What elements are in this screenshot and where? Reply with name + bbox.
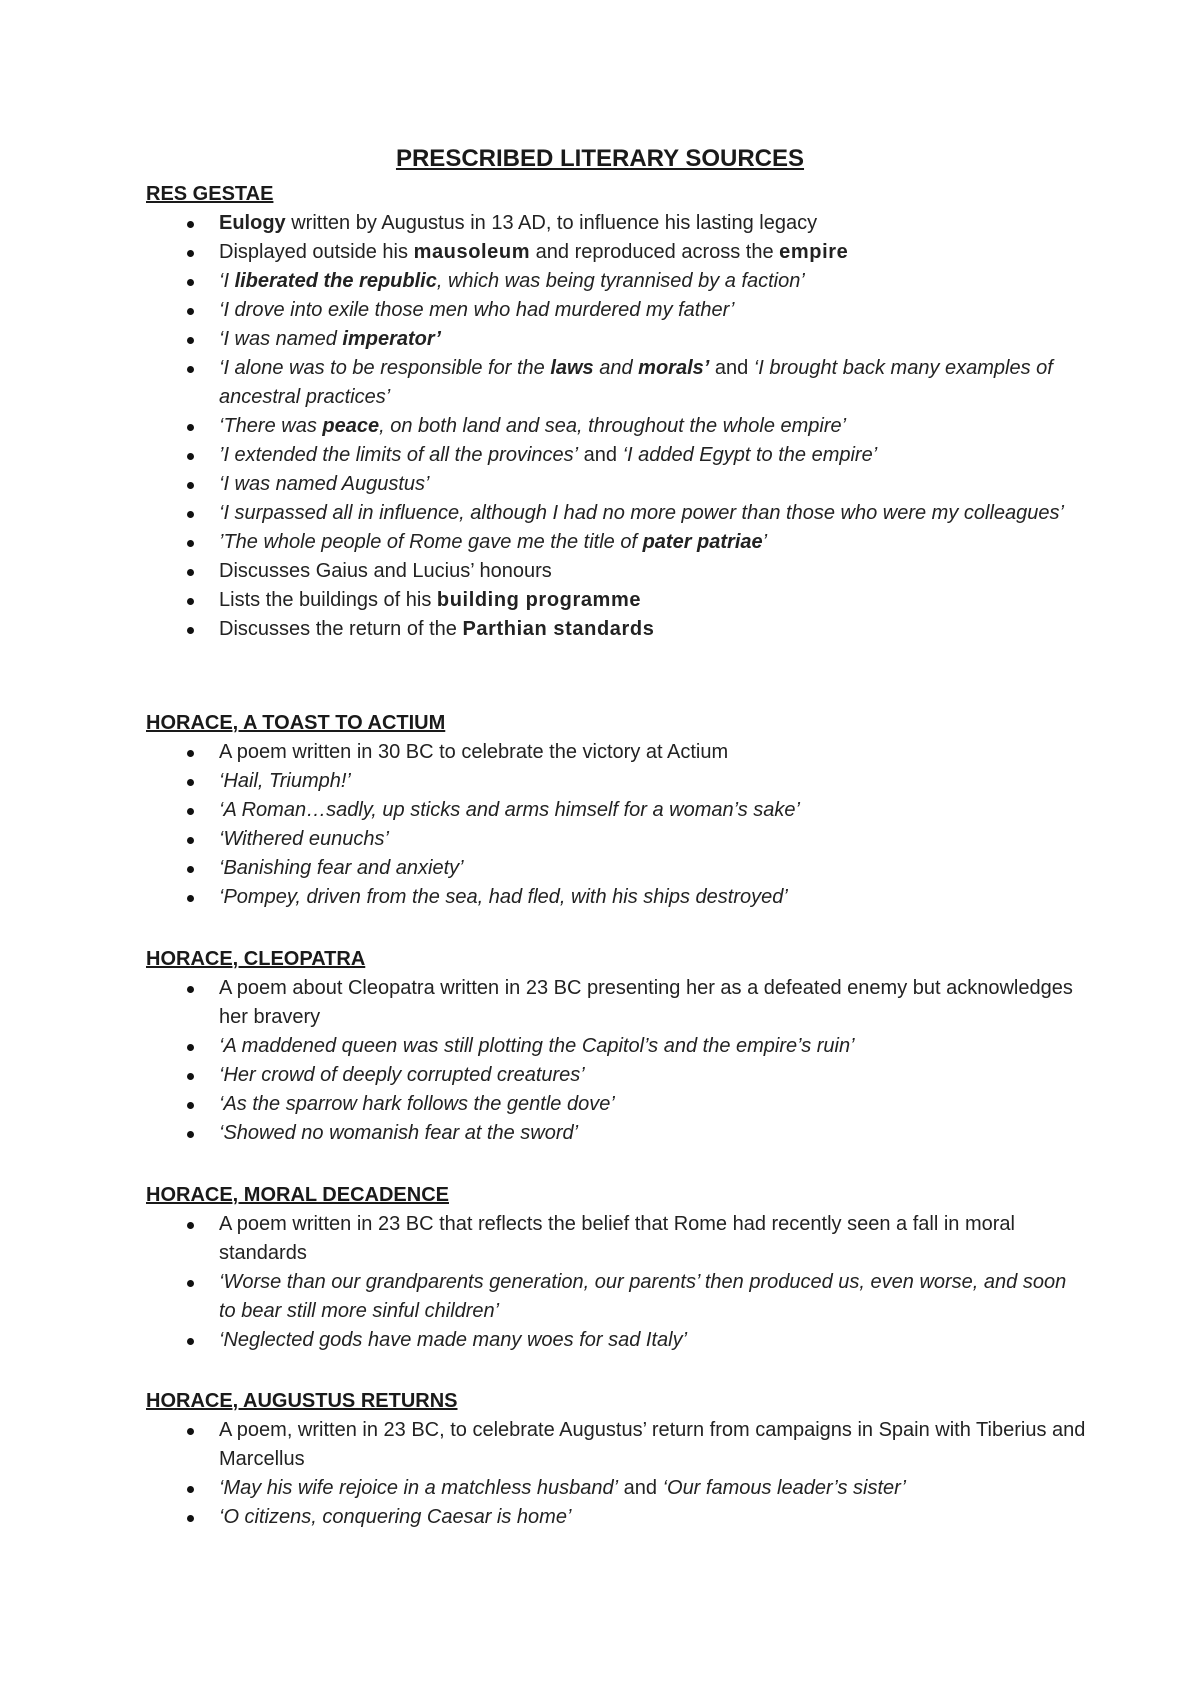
bullet-icon: [187, 779, 194, 786]
bullet-icon: [187, 627, 194, 634]
section-heading: HORACE, AUGUSTUS RETURNS: [146, 1390, 458, 1412]
text-run: liberated the republic: [234, 270, 437, 292]
text-run: and: [593, 357, 639, 379]
bullet-list: [146, 209, 1086, 644]
text-run: ‘I drove into exile those men who had murdered my father’: [219, 299, 735, 321]
bullet-icon: [187, 511, 194, 518]
text-run: ‘I: [219, 270, 235, 292]
text-run: written by Augustus in 13 AD, to influence his lasting legacy: [285, 212, 818, 234]
text-run: ‘A maddened queen was still plotting the Capitol’s and the empire’s ruin’: [219, 1035, 855, 1057]
bullet-list: [146, 738, 1086, 912]
bullet-icon: [187, 279, 194, 286]
bullet-icon: [187, 540, 194, 547]
bullet-icon: [187, 453, 194, 460]
list-item: [146, 1061, 1086, 1090]
section-toast-to-actium: [146, 709, 1086, 912]
bullet-list: [146, 1210, 1086, 1355]
text-run: ‘O citizens, conquering Caesar is home’: [219, 1506, 572, 1528]
text-run: Lists the buildings of his: [219, 589, 437, 611]
list-item: [146, 528, 1086, 557]
bullet-icon: [187, 250, 194, 257]
bullet-icon: [187, 424, 194, 431]
text-run: ‘I added Egypt to the empire’: [622, 444, 878, 466]
text-run: ‘May his wife rejoice in a matchless husband’: [219, 1477, 619, 1499]
text-run: ‘Banishing fear and anxiety’: [219, 857, 464, 879]
text-run: mausoleum: [413, 241, 531, 263]
text-run: building programme: [436, 589, 642, 611]
text-run: ‘I surpassed all in influence, although I had no more power than those who were my colleagues’: [219, 502, 1064, 524]
bullet-icon: [187, 366, 194, 373]
bullet-icon: [187, 482, 194, 489]
text-run: ‘Showed no womanish fear at the sword’: [219, 1122, 579, 1144]
text-run: ‘Neglected gods have made many woes for sad Italy’: [219, 1329, 688, 1351]
list-item: [146, 738, 1086, 767]
bullet-icon: [187, 308, 194, 315]
text-run: Discusses the return of the: [219, 618, 463, 640]
text-run: ‘I was named: [219, 328, 343, 350]
bullet-icon: [187, 895, 194, 902]
bullet-icon: [187, 337, 194, 344]
list-item: [146, 1268, 1086, 1326]
text-run: ‘I alone was to be responsible for the: [219, 357, 551, 379]
text-run: empire: [779, 241, 849, 263]
list-item: [146, 1210, 1086, 1268]
text-run: , which was being tyrannised by a faction’: [436, 270, 805, 292]
text-run: ‘Withered eunuchs’: [219, 828, 389, 850]
list-item: [146, 441, 1086, 470]
list-item: [146, 267, 1086, 296]
list-item: [146, 1032, 1086, 1061]
bullet-icon: [187, 1044, 194, 1051]
bullet-icon: [187, 1280, 194, 1287]
text-run: Eulogy: [219, 212, 286, 234]
list-item: [146, 1503, 1086, 1532]
page-title: PRESCRIBED LITERARY SOURCES: [395, 145, 805, 172]
bullet-icon: [187, 1338, 194, 1345]
list-item: [146, 209, 1086, 238]
bullet-icon: [187, 598, 194, 605]
text-run: ‘There was: [219, 415, 323, 437]
bullet-icon: [187, 221, 194, 228]
bullet-icon: [187, 1131, 194, 1138]
list-item: [146, 354, 1086, 412]
list-item: [146, 1416, 1086, 1474]
text-run: and: [709, 357, 754, 379]
text-run: ‘Hail, Triumph!’: [219, 770, 351, 792]
bullet-icon: [187, 837, 194, 844]
bullet-icon: [187, 1515, 194, 1522]
list-item: [146, 767, 1086, 796]
section-heading: HORACE, MORAL DECADENCE: [146, 1184, 449, 1206]
text-run: imperator’: [342, 328, 441, 350]
bullet-icon: [187, 1073, 194, 1080]
text-run: Discusses Gaius and Lucius’ honours: [219, 560, 552, 582]
bullet-icon: [187, 569, 194, 576]
text-run: ‘I was named Augustus’: [219, 473, 430, 495]
text-run: ‘Worse than our grandparents generation, our parents’ then produced us, even worse, and soon to bear still more sinful children’: [219, 1271, 1067, 1322]
list-item: [146, 1474, 1086, 1503]
text-run: ’: [762, 531, 768, 553]
text-run: peace: [322, 415, 380, 437]
text-run: ‘As the sparrow hark follows the gentle dove’: [219, 1093, 615, 1115]
section-augustus-returns: [146, 1387, 1086, 1532]
list-item: [146, 325, 1086, 354]
section-res-gestae: [146, 180, 1086, 644]
text-run: and reproduced across the: [530, 241, 780, 263]
bullet-icon: [187, 750, 194, 757]
list-item: [146, 615, 1086, 644]
text-run: Displayed outside his: [219, 241, 414, 263]
text-run: ‘Her crowd of deeply corrupted creatures’: [219, 1064, 585, 1086]
bullet-list: [146, 1416, 1086, 1532]
text-run: ‘I brought back many examples of ancestral practices’: [219, 357, 1053, 408]
section-heading: RES GESTAE: [146, 183, 274, 205]
list-item: [146, 854, 1086, 883]
text-run: morals’: [638, 357, 710, 379]
list-item: [146, 796, 1086, 825]
text-run: ’I extended the limits of all the provinces’: [219, 444, 579, 466]
list-item: [146, 557, 1086, 586]
list-item: [146, 412, 1086, 441]
bullet-icon: [187, 1222, 194, 1229]
text-run: and: [578, 444, 623, 466]
list-item: [146, 825, 1086, 854]
text-run: ‘Pompey, driven from the sea, had fled, with his ships destroyed’: [219, 886, 788, 908]
text-run: laws: [550, 357, 594, 379]
text-run: A poem written in 30 BC to celebrate the victory at Actium: [219, 741, 729, 763]
list-item: [146, 1326, 1086, 1355]
text-run: A poem about Cleopatra written in 23 BC presenting her as a defeated enemy but acknowledges her bravery: [219, 977, 1073, 1028]
bullet-icon: [187, 986, 194, 993]
bullet-icon: [187, 1428, 194, 1435]
bullet-list: [146, 974, 1086, 1148]
list-item: [146, 883, 1086, 912]
section-heading: HORACE, CLEOPATRA: [146, 948, 366, 970]
list-item: [146, 296, 1086, 325]
list-item: [146, 1119, 1086, 1148]
text-run: , on both land and sea, throughout the whole empire’: [379, 415, 847, 437]
section-moral-decadence: [146, 1181, 1086, 1355]
section-heading: HORACE, A TOAST TO ACTIUM: [146, 712, 446, 734]
text-run: pater patriae: [642, 531, 763, 553]
text-run: A poem written in 23 BC that reflects the belief that Rome had recently seen a fall in moral standards: [219, 1213, 1015, 1264]
list-item: [146, 499, 1086, 528]
text-run: ‘Our famous leader’s sister’: [662, 1477, 906, 1499]
list-item: [146, 1090, 1086, 1119]
text-run: ‘A Roman…sadly, up sticks and arms himself for a woman’s sake’: [219, 799, 800, 821]
bullet-icon: [187, 866, 194, 873]
text-run: A poem, written in 23 BC, to celebrate Augustus’ return from campaigns in Spain with Tiberius and Marcellus: [219, 1419, 1086, 1470]
list-item: [146, 470, 1086, 499]
bullet-icon: [187, 1102, 194, 1109]
text-run: ’The whole people of Rome gave me the title of: [219, 531, 643, 553]
bullet-icon: [187, 1486, 194, 1493]
section-cleopatra: [146, 945, 1086, 1148]
bullet-icon: [187, 808, 194, 815]
text-run: and: [618, 1477, 663, 1499]
list-item: [146, 974, 1086, 1032]
text-run: Parthian standards: [462, 618, 655, 640]
list-item: [146, 238, 1086, 267]
list-item: [146, 586, 1086, 615]
